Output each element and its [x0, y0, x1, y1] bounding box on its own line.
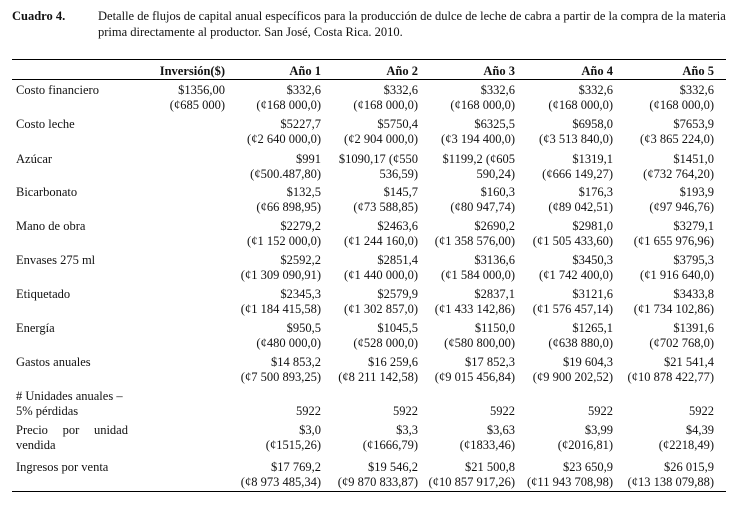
- cell-dollar-value: [606, 389, 714, 404]
- cell-dollar-value: $1199,2 (¢605: [442, 152, 515, 166]
- row-label: [16, 321, 55, 351]
- row-label-line: Etiquetado: [16, 287, 71, 301]
- cell-colon-value: (¢3 194 400,0): [441, 132, 515, 146]
- cell-dollar-value: $2851,4: [377, 253, 418, 267]
- table-cell: [415, 355, 515, 385]
- cell-dollar-value: [121, 423, 225, 438]
- cell-dollar-value: $2981,0: [572, 219, 613, 233]
- cell-dollar-value: $332,6: [679, 83, 714, 97]
- cell-colon-value: 536,59): [379, 167, 418, 181]
- row-label-line: vendida: [16, 438, 56, 452]
- cell-dollar-value: [121, 185, 225, 200]
- table-cell: [121, 219, 225, 249]
- cell-dollar-value: $193,9: [679, 185, 714, 199]
- table-cell: [221, 355, 321, 385]
- cell-dollar-value: $332,6: [286, 83, 321, 97]
- bottom-rule: [12, 491, 726, 492]
- cell-dollar-value: $21 541,4: [664, 355, 714, 369]
- cell-dollar-value: $17 852,3: [465, 355, 515, 369]
- cell-dollar-value: [121, 389, 225, 404]
- cell-dollar-value: $3,63: [486, 423, 515, 437]
- table-cell: [513, 423, 613, 453]
- cell-dollar-value: [121, 219, 225, 234]
- column-header: Año 1: [289, 64, 321, 78]
- table-cell: [415, 389, 515, 419]
- row-label-line: [16, 132, 75, 147]
- table-cell: [318, 287, 418, 317]
- cell-colon-value: (¢500.487,80): [250, 167, 321, 181]
- row-label: [16, 83, 99, 113]
- table-cell: [221, 253, 321, 283]
- cell-colon-value: (¢1 433 142,86): [434, 302, 515, 316]
- row-label-line: [16, 234, 85, 249]
- table-cell: [318, 83, 418, 113]
- cell-dollar-value: [221, 389, 321, 404]
- cell-colon-value: (¢580 800,00): [444, 336, 515, 350]
- row-label: [16, 287, 70, 317]
- cell-colon-value: 5922: [490, 404, 515, 418]
- cell-colon-value: (¢168 000,0): [353, 98, 418, 112]
- cell-colon-value: (¢1 576 457,14): [532, 302, 613, 316]
- cell-dollar-value: $1391,6: [673, 321, 714, 335]
- cell-colon-value: (¢168 000,0): [256, 98, 321, 112]
- cell-dollar-value: [513, 389, 613, 404]
- row-label: [16, 219, 85, 249]
- table-cell: [415, 287, 515, 317]
- cell-dollar-value: $332,6: [383, 83, 418, 97]
- table-cell: [221, 152, 321, 182]
- table-cell: [415, 117, 515, 147]
- table-cell: [606, 83, 714, 113]
- cell-dollar-value: $3795,3: [673, 253, 714, 267]
- table-cell: [513, 287, 613, 317]
- table-cell: [221, 460, 321, 490]
- top-rule: [12, 59, 726, 60]
- table-cell: [221, 83, 321, 113]
- cell-dollar-value: [121, 253, 225, 268]
- table-cell: [121, 460, 225, 490]
- cell-colon-value: (¢1 244 160,0): [344, 234, 418, 248]
- table-cell: [221, 287, 321, 317]
- row-label-line: [16, 302, 70, 317]
- cell-dollar-value: $332,6: [480, 83, 515, 97]
- table-cell: [318, 219, 418, 249]
- table-cell: [606, 389, 714, 419]
- cell-dollar-value: $3279,1: [673, 219, 714, 233]
- row-label: [16, 253, 95, 283]
- cell-colon-value: (¢1 655 976,96): [633, 234, 714, 248]
- cell-colon-value: (¢3 865 224,0): [640, 132, 714, 146]
- cell-colon-value: (¢168 000,0): [548, 98, 613, 112]
- cell-dollar-value: $1319,1: [572, 152, 613, 166]
- cell-dollar-value: $26 015,9: [664, 460, 714, 474]
- table-cell: [221, 423, 321, 453]
- cell-colon-value: (¢11 943 708,98): [527, 475, 613, 489]
- cell-colon-value: (¢1 505 433,60): [532, 234, 613, 248]
- cell-colon-value: (¢73 588,85): [353, 200, 418, 214]
- table-cell: [121, 287, 225, 317]
- row-label-line: Costo financiero: [16, 83, 99, 97]
- cell-dollar-value: [318, 389, 418, 404]
- row-label: [16, 152, 52, 182]
- row-label: [16, 185, 77, 215]
- caption-text: Detalle de flujos de capital anual específicos para la producción de dulce de leche de cabra a partir de la compra de la materia prima directamente al productor. San José, Costa Rica. 2010.: [98, 9, 726, 39]
- cell-dollar-value: $991: [296, 152, 321, 166]
- cell-dollar-value: [415, 389, 515, 404]
- cell-colon-value: (¢1 152 000,0): [247, 234, 321, 248]
- cell-colon-value: [121, 200, 225, 215]
- cell-dollar-value: $4,39: [685, 423, 714, 437]
- table-cell: [606, 152, 714, 182]
- cell-colon-value: 5922: [393, 404, 418, 418]
- cell-colon-value: [121, 302, 225, 317]
- column-header: Año 5: [682, 64, 714, 78]
- column-header: Año 3: [483, 64, 515, 78]
- cell-dollar-value: $2837,1: [474, 287, 515, 301]
- table-cell: [513, 355, 613, 385]
- table-cell: [415, 83, 515, 113]
- cell-colon-value: 5922: [296, 404, 321, 418]
- cell-colon-value: (¢13 138 079,88): [627, 475, 714, 489]
- row-label-line: [16, 336, 55, 351]
- cell-colon-value: (¢1 184 415,58): [240, 302, 321, 316]
- cell-colon-value: (¢1 916 640,0): [640, 268, 714, 282]
- cell-colon-value: [121, 336, 225, 351]
- table-cell: [221, 219, 321, 249]
- table-cell: [318, 460, 418, 490]
- table-cell: [121, 185, 225, 215]
- header-rule: [12, 79, 726, 80]
- table-cell: [121, 253, 225, 283]
- cell-dollar-value: $19 604,3: [563, 355, 613, 369]
- cell-dollar-value: $132,5: [286, 185, 321, 199]
- row-label-line: Gastos anuales: [16, 355, 91, 369]
- cell-colon-value: (¢702 768,0): [649, 336, 714, 350]
- cell-dollar-value: $950,5: [286, 321, 321, 335]
- cell-colon-value: (¢1666,79): [362, 438, 418, 452]
- cell-colon-value: (¢8 973 485,34): [240, 475, 321, 489]
- table-cell: [121, 423, 225, 453]
- table-cell: [606, 423, 714, 453]
- cell-colon-value: (¢1 358 576,00): [434, 234, 515, 248]
- cell-dollar-value: $5227,7: [280, 117, 321, 131]
- table-cell: [513, 83, 613, 113]
- column-header: Inversión($): [159, 64, 225, 78]
- cell-dollar-value: $6325,5: [474, 117, 515, 131]
- cell-dollar-value: $176,3: [578, 185, 613, 199]
- cell-colon-value: (¢2 640 000,0): [247, 132, 321, 146]
- cell-dollar-value: $2345,3: [280, 287, 321, 301]
- column-header: Año 4: [581, 64, 613, 78]
- row-label: [16, 460, 108, 490]
- cell-colon-value: (¢97 946,76): [649, 200, 714, 214]
- cell-dollar-value: $3433,8: [673, 287, 714, 301]
- cell-dollar-value: $14 853,2: [271, 355, 321, 369]
- table-cell: [513, 185, 613, 215]
- table-cell: [513, 152, 613, 182]
- table-cell: [121, 83, 225, 113]
- table-cell: [415, 185, 515, 215]
- table-cell: [415, 423, 515, 453]
- cell-colon-value: (¢685 000): [169, 98, 225, 112]
- cell-dollar-value: [121, 117, 225, 132]
- table-cell: [318, 389, 418, 419]
- cell-colon-value: [121, 268, 225, 283]
- cell-dollar-value: [121, 152, 225, 167]
- cell-colon-value: (¢638 880,0): [548, 336, 613, 350]
- cell-colon-value: (¢66 898,95): [256, 200, 321, 214]
- cell-dollar-value: $23 650,9: [563, 460, 613, 474]
- table-cell: [606, 185, 714, 215]
- table-cell: [318, 355, 418, 385]
- cell-colon-value: (¢168 000,0): [450, 98, 515, 112]
- cell-colon-value: 5922: [689, 404, 714, 418]
- row-label-line: Envases 275 ml: [16, 253, 96, 267]
- cell-dollar-value: $145,7: [383, 185, 418, 199]
- row-label-line: Precio por unidad: [16, 423, 128, 437]
- cell-colon-value: (¢80 947,74): [450, 200, 515, 214]
- table-cell: [415, 219, 515, 249]
- table-cell: [121, 117, 225, 147]
- row-label: [16, 355, 91, 385]
- cell-colon-value: (¢9 900 202,52): [532, 370, 613, 384]
- cell-dollar-value: $2279,2: [280, 219, 321, 233]
- cell-colon-value: [121, 475, 225, 490]
- table-cell: [221, 117, 321, 147]
- table-cell: [415, 152, 515, 182]
- cell-colon-value: (¢9 870 833,87): [337, 475, 418, 489]
- cell-dollar-value: $3,0: [299, 423, 321, 437]
- table-cell: [606, 253, 714, 283]
- cell-dollar-value: $16 259,6: [368, 355, 418, 369]
- cell-dollar-value: $160,3: [480, 185, 515, 199]
- table-cell: [606, 321, 714, 351]
- table-cell: [513, 389, 613, 419]
- row-label-line: [16, 98, 99, 113]
- table-cell: [513, 460, 613, 490]
- cell-colon-value: (¢480 000,0): [256, 336, 321, 350]
- cell-dollar-value: [121, 287, 225, 302]
- row-label-line: # Unidades anuales –: [16, 389, 123, 403]
- cell-dollar-value: $2463,6: [377, 219, 418, 233]
- cell-dollar-value: $3136,6: [474, 253, 515, 267]
- table-cell: [606, 219, 714, 249]
- row-label-line: [16, 370, 91, 385]
- cell-dollar-value: $19 546,2: [368, 460, 418, 474]
- table-cell: [121, 321, 225, 351]
- table-cell: [121, 389, 225, 419]
- cell-dollar-value: $1265,1: [572, 321, 613, 335]
- cell-colon-value: [121, 167, 225, 182]
- cell-dollar-value: $5750,4: [377, 117, 418, 131]
- table-cell: [415, 321, 515, 351]
- table-cell: [513, 321, 613, 351]
- cell-dollar-value: $3450,3: [572, 253, 613, 267]
- cell-dollar-value: $1150,0: [474, 321, 515, 335]
- cell-colon-value: [121, 132, 225, 147]
- row-label-line: Bicarbonato: [16, 185, 78, 199]
- cell-colon-value: [121, 234, 225, 249]
- cell-colon-value: (¢1833,46): [459, 438, 515, 452]
- cell-colon-value: (¢732 764,20): [643, 167, 714, 181]
- row-label: [16, 423, 128, 453]
- cell-colon-value: (¢1 742 400,0): [539, 268, 613, 282]
- table-cell: [318, 152, 418, 182]
- table-cell: [513, 253, 613, 283]
- row-label: [16, 389, 123, 419]
- cell-dollar-value: $1045,5: [377, 321, 418, 335]
- row-label: [16, 117, 75, 147]
- table-cell: [318, 185, 418, 215]
- cell-colon-value: (¢10 857 917,26): [428, 475, 515, 489]
- row-label-line: [16, 200, 77, 215]
- table-cell: [318, 321, 418, 351]
- cell-colon-value: (¢2016,81): [557, 438, 613, 452]
- cell-colon-value: (¢666 149,27): [542, 167, 613, 181]
- cell-colon-value: (¢9 015 456,84): [434, 370, 515, 384]
- row-label-line: Mano de obra: [16, 219, 86, 233]
- cell-dollar-value: $17 769,2: [271, 460, 321, 474]
- cell-dollar-value: $6958,0: [572, 117, 613, 131]
- cell-colon-value: [121, 438, 225, 453]
- row-label-line: Ingresos por venta: [16, 460, 109, 474]
- row-label-line: [16, 167, 52, 182]
- column-header: Año 2: [386, 64, 418, 78]
- cell-dollar-value: [121, 321, 225, 336]
- table-cell: [121, 355, 225, 385]
- cell-dollar-value: $3,3: [396, 423, 418, 437]
- row-label-line: Costo leche: [16, 117, 75, 131]
- cell-colon-value: (¢1 440 000,0): [344, 268, 418, 282]
- table-number: Cuadro 4.: [12, 9, 66, 23]
- cell-dollar-value: $1090,17 (¢550: [338, 152, 418, 166]
- cell-colon-value: (¢2218,49): [658, 438, 714, 452]
- cell-colon-value: (¢1 302 857,0): [344, 302, 418, 316]
- table-cell: [221, 321, 321, 351]
- table-cell: [221, 389, 321, 419]
- cell-colon-value: [121, 370, 225, 385]
- table-cell: [513, 117, 613, 147]
- row-label-line: Energía: [16, 321, 55, 335]
- row-label-line: [16, 268, 95, 283]
- row-label-line: [16, 475, 108, 490]
- cell-dollar-value: $3121,6: [572, 287, 613, 301]
- cell-colon-value: (¢2 904 000,0): [344, 132, 418, 146]
- cell-dollar-value: $21 500,8: [465, 460, 515, 474]
- cell-colon-value: (¢1 584 000,0): [441, 268, 515, 282]
- table-cell: [318, 117, 418, 147]
- cell-dollar-value: $7653,9: [673, 117, 714, 131]
- cell-dollar-value: $1356,00: [178, 83, 225, 97]
- cell-dollar-value: $2690,2: [474, 219, 515, 233]
- cell-colon-value: (¢89 042,51): [548, 200, 613, 214]
- cell-dollar-value: $1451,0: [673, 152, 714, 166]
- cell-dollar-value: [121, 460, 225, 475]
- table-cell: [121, 152, 225, 182]
- cell-colon-value: (¢168 000,0): [649, 98, 714, 112]
- table-cell: [513, 219, 613, 249]
- cell-colon-value: (¢528 000,0): [353, 336, 418, 350]
- table-cell: [415, 253, 515, 283]
- table-cell: [606, 355, 714, 385]
- cell-colon-value: (¢1 309 090,91): [240, 268, 321, 282]
- table-cell: [318, 253, 418, 283]
- table-cell: [221, 185, 321, 215]
- cell-colon-value: (¢1515,26): [265, 438, 321, 452]
- cell-dollar-value: $332,6: [578, 83, 613, 97]
- cell-colon-value: (¢7 500 893,25): [240, 370, 321, 384]
- table-cell: [606, 287, 714, 317]
- cell-colon-value: (¢3 513 840,0): [539, 132, 613, 146]
- cell-dollar-value: $2579,9: [377, 287, 418, 301]
- cell-dollar-value: $2592,2: [280, 253, 321, 267]
- cell-dollar-value: $3,99: [584, 423, 613, 437]
- cell-colon-value: 5922: [588, 404, 613, 418]
- table-cell: [606, 117, 714, 147]
- cell-colon-value: (¢1 734 102,86): [633, 302, 714, 316]
- cell-dollar-value: [121, 355, 225, 370]
- cell-colon-value: (¢8 211 142,58): [338, 370, 418, 384]
- table-cell: [318, 423, 418, 453]
- cell-colon-value: 590,24): [476, 167, 515, 181]
- row-label-line: 5% pérdidas: [16, 404, 79, 418]
- table-cell: [415, 460, 515, 490]
- table-cell: [606, 460, 714, 490]
- row-label-line: Azúcar: [16, 152, 53, 166]
- cell-colon-value: [121, 404, 225, 419]
- cell-colon-value: (¢10 878 422,77): [627, 370, 714, 384]
